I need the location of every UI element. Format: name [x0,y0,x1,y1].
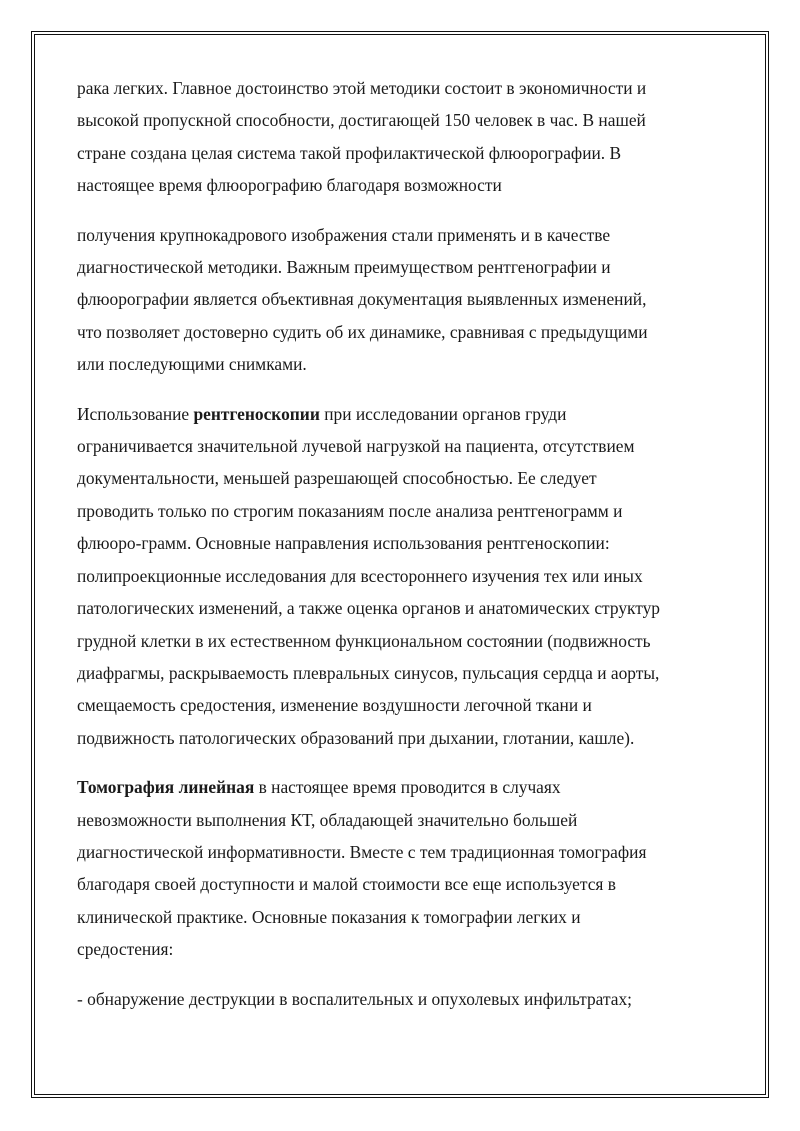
text-line [77,398,727,430]
text-line: диагностической информативности. Вместе с тем традиционная томография [77,841,647,862]
text-line: высокой пропускной способности, достигающей 150 человек в час. В нашей [77,110,646,131]
text-line: стране создана целая система такой профилактической флюорографии. В [77,142,622,163]
text-line: диафрагмы, раскрываемость плевральных синусов, пульсация сердца и аорты, [77,662,660,683]
text-run: Использование [77,403,194,424]
text-line: патологических изменений, а также оценка органов и анатомических структур [77,598,661,619]
bold-term: рентгеноскопии [193,403,320,424]
text-line: флюорографии является объективная документация выявленных изменений, [77,289,647,310]
text-line: получения крупнокадрового изображения стали применять и в качестве [77,224,611,245]
bold-term: Томография линейная [77,777,255,798]
text-line: ограничивается значительной лучевой нагрузкой на пациента, отсутствием [77,436,635,457]
text-line: что позволяет достоверно судить об их динамике, сравнивая с предыдущими [77,321,648,342]
text-line: подвижность патологических образований при дыхании, глотании, кашле). [77,727,635,748]
text-line: - обнаружение деструкции в воспалительных и опухолевых инфильтратах; [77,988,633,1009]
text-run: при исследовании органов груди [319,403,567,424]
text-line: благодаря своей доступности и малой стоимости все еще используется в [77,874,616,895]
text-line: проводить только по строгим показаниям после анализа рентгенограмм и [77,500,623,521]
document-body [77,72,727,1032]
text-line: настоящее время флюорографию благодаря возможности [77,175,502,196]
text-line: диагностической методики. Важным преимуществом рентгенографии и [77,257,611,278]
text-run: в настоящее время проводится в случаях [254,777,561,798]
text-line: документальности, меньшей разрешающей способностью. Ее следует [77,468,597,489]
text-line: полипроекционные исследования для всестороннего изучения тех или иных [77,565,643,586]
list-item [77,983,727,1015]
paragraph-fluorography-intro [77,72,727,202]
paragraph-fluorography-diagnostic [77,219,727,381]
text-line: смещаемость средостения, изменение воздушности легочной ткани и [77,695,592,716]
text-line: грудной клетки в их естественном функциональном состоянии (подвижность [77,630,651,651]
paragraph-fluoroscopy [77,398,727,754]
text-line [77,771,727,803]
text-line: клинической практике. Основные показания к томографии легких и [77,906,581,927]
paragraph-linear-tomography [77,771,727,965]
text-line: невозможности выполнения КТ, обладающей значительно большей [77,809,578,830]
text-line: средостения: [77,939,174,960]
text-line: флюоро-грамм. Основные направления использования рентгеноскопии: [77,533,610,554]
text-line: или последующими снимками. [77,354,307,375]
text-line: рака легких. Главное достоинство этой методики состоит в экономичности и [77,78,647,98]
